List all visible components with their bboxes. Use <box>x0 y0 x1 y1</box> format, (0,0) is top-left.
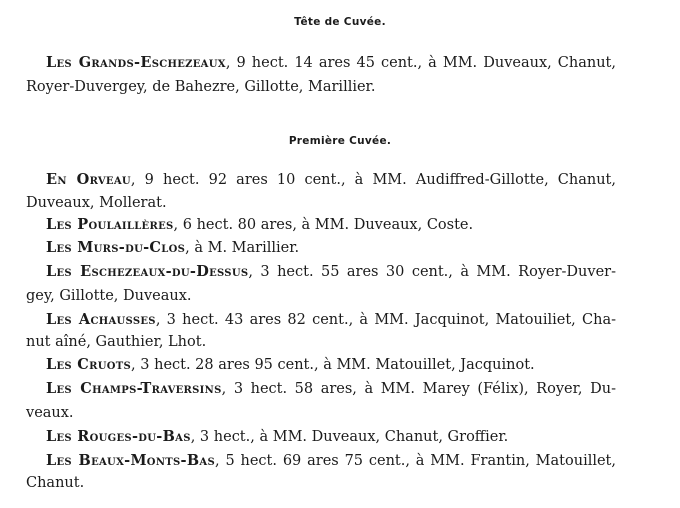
entry-beaux-monts-bas-cont: Chanut. <box>26 475 85 491</box>
entry-text: , 6 hect. 80 ares, à MM. Duveaux, Coste. <box>173 217 474 233</box>
entry-name: Les Cruots <box>46 356 132 373</box>
entry-name: En Orveau <box>46 171 131 188</box>
heading-premiere-cuvee: Première Cuvée. <box>288 135 392 147</box>
entry-text: , 9 hect. 14 ares 45 cent., à MM. Duveaux, Chanut, <box>225 55 616 71</box>
entry-name: Les Murs-du-Clos <box>46 239 186 256</box>
heading-tete-de-cuvee: Tête de Cuvée. <box>294 16 386 28</box>
entry-text: , 3 hect. 28 ares 95 cent., à MM. Matouillet, Jacquinot. <box>131 357 535 373</box>
entry-achausses <box>46 311 616 329</box>
entry-rouges-du-bas <box>46 428 616 446</box>
entry-champs-traversins <box>46 380 616 398</box>
entry-text: , 3 hect., à MM. Duveaux, Chanut, Groffier. <box>190 429 509 445</box>
entry-name: Les Poulaillères <box>46 216 174 233</box>
entry-name: Les Grands-Eschezeaux <box>46 54 226 71</box>
entry-eschezeaux-du-dessus <box>46 263 616 281</box>
entry-murs-du-clos <box>46 239 616 257</box>
entry-text: , 5 hect. 69 ares 75 cent., à MM. Frantin, Matouillet, <box>214 453 616 469</box>
entry-name: Les Beaux-Monts-Bas <box>46 452 215 469</box>
entry-text: , 9 hect. 92 ares 10 cent., à MM. Audiffred-Gillotte, Chanut, <box>130 172 616 188</box>
entry-en-orveau-cont: Duveaux, Mollerat. <box>26 195 167 211</box>
entry-champs-traversins-cont: veaux. <box>26 405 74 421</box>
entry-text: , 3 hect. 58 ares, à MM. Marey (Félix), Royer, Du- <box>221 381 616 397</box>
entry-cruots <box>46 356 616 374</box>
entry-eschezeaux-du-dessus-cont: gey, Gillotte, Duveaux. <box>26 288 192 304</box>
entry-text: , 3 hect. 55 ares 30 cent., à MM. Royer-Duver- <box>248 264 616 280</box>
entry-en-orveau <box>46 171 616 189</box>
entry-grands-eschezeaux <box>46 54 616 72</box>
entry-name: Les Eschezeaux-du-Dessus <box>46 263 249 280</box>
entry-text: , à M. Marillier. <box>185 240 300 256</box>
entry-achausses-cont: nut aîné, Gauthier, Lhot. <box>26 334 207 350</box>
entry-name: Les Achausses <box>46 311 156 328</box>
entry-text: , 3 hect. 43 ares 82 cent., à MM. Jacquinot, Matouiliet, Cha- <box>155 312 616 328</box>
entry-grands-eschezeaux-cont: Royer-Duvergey, de Bahezre, Gillotte, Marillier. <box>26 79 376 95</box>
entry-poulailleres <box>46 216 616 234</box>
entry-beaux-monts-bas <box>46 452 616 470</box>
entry-name: Les Champs-Traversins <box>46 380 222 397</box>
entry-name: Les Rouges-du-Bas <box>46 428 191 445</box>
